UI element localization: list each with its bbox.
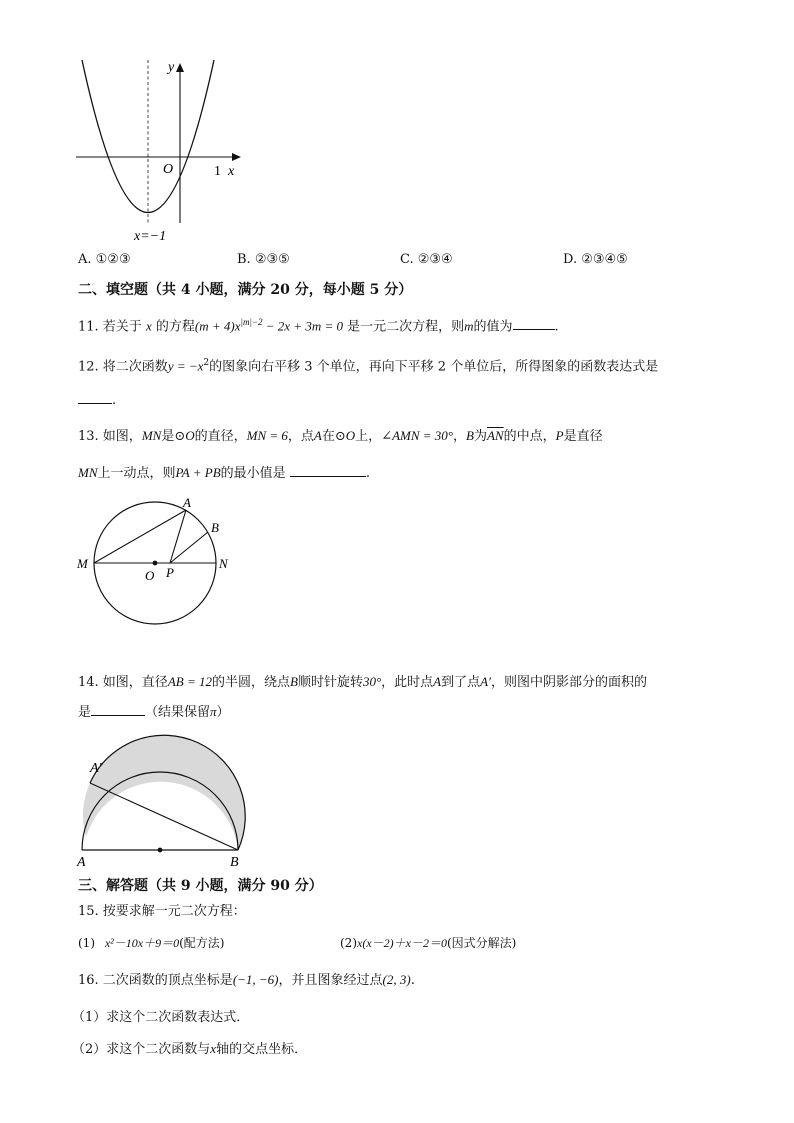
q13-var: MN = 6 bbox=[246, 428, 288, 443]
q14-var: A′ bbox=[480, 674, 491, 689]
q16-var: x bbox=[210, 1041, 217, 1056]
q16-text: 轴的交点坐标． bbox=[216, 1042, 308, 1057]
label-a: A bbox=[77, 855, 86, 868]
origin-label: O bbox=[163, 162, 174, 177]
q14-var: π bbox=[210, 704, 217, 719]
q14-var: 30° bbox=[362, 674, 382, 689]
q13-var: PA + PB bbox=[175, 465, 221, 480]
question-13 bbox=[78, 427, 603, 446]
q13-var: O bbox=[345, 428, 356, 443]
option-d: D. ②③④⑤ bbox=[563, 252, 628, 267]
q11-var: x bbox=[145, 318, 152, 334]
q15-equation: x²－10x＋9＝0 bbox=[104, 936, 180, 950]
q13-var: A bbox=[313, 428, 322, 443]
q16-text: 16. 二次函数的顶点坐标是 bbox=[78, 973, 233, 988]
q11-expression: (m + 4)x bbox=[194, 318, 241, 334]
answer-blank[interactable] bbox=[91, 703, 145, 716]
q13-text: 的中点， bbox=[503, 429, 556, 444]
q13-var: MN bbox=[78, 465, 98, 480]
q16-text: （2）求这个二次函数与 bbox=[72, 1042, 211, 1057]
q13-text: ， bbox=[453, 429, 467, 444]
q13-text: 上， bbox=[355, 429, 382, 444]
label-o: O bbox=[145, 568, 155, 583]
q14-var: B bbox=[289, 674, 298, 689]
q13-var: B bbox=[466, 428, 474, 443]
q13-text: 为 bbox=[473, 429, 487, 444]
q12-text: . bbox=[112, 393, 117, 408]
question-15: 15. 按要求解一元二次方程： bbox=[78, 904, 246, 919]
q12-text: 的图象向右平移 3 个单位，再向下平移 2 个单位后，所得图象的函数表达式是 bbox=[209, 359, 659, 375]
q14-text: ，此时点 bbox=[381, 675, 434, 690]
q13-text: 13. 如图， bbox=[78, 429, 142, 444]
segment-pb bbox=[170, 532, 208, 563]
q14-var: A bbox=[433, 674, 442, 689]
option-c: C. ②③④ bbox=[400, 252, 453, 267]
x-axis-arrow bbox=[232, 153, 241, 161]
y-axis-label: y bbox=[168, 60, 175, 75]
question-13-line2 bbox=[78, 464, 370, 483]
q16-point: (2, 3) bbox=[382, 972, 411, 987]
q13-text: . bbox=[365, 466, 370, 481]
q12-expression: y = −x bbox=[167, 358, 204, 374]
label-b: B bbox=[230, 855, 239, 868]
q15-part-number: (1) bbox=[78, 936, 95, 950]
label-a: A bbox=[183, 495, 191, 510]
q14-text: 顺时针旋转 bbox=[297, 675, 363, 690]
label-a-prime: A′ bbox=[90, 761, 102, 776]
q11-text: 是一元二次方程，则 bbox=[347, 319, 465, 335]
q13-var: MN bbox=[141, 428, 162, 443]
x-axis-label: x bbox=[228, 164, 235, 179]
semicircle-figure bbox=[72, 728, 252, 868]
label-m: M bbox=[77, 556, 88, 571]
q14-text: ） bbox=[216, 705, 230, 720]
q13-text: 的最小值是 bbox=[220, 466, 286, 481]
q14-text: 到了点 bbox=[441, 675, 481, 690]
center-dot bbox=[158, 848, 163, 853]
label-n: N bbox=[219, 556, 228, 571]
answer-blank[interactable] bbox=[513, 317, 555, 330]
question-15-part1 bbox=[78, 934, 224, 952]
q13-text: 是直径 bbox=[563, 429, 603, 444]
q14-var: AB = 12 bbox=[167, 674, 212, 689]
q15-equation: x(x－2)＋x－2＝0 bbox=[357, 936, 447, 950]
question-12 bbox=[78, 354, 658, 376]
q16-text: . bbox=[410, 973, 415, 988]
question-11 bbox=[78, 313, 559, 336]
q16-point: (−1, −6) bbox=[232, 972, 279, 987]
question-16-part2 bbox=[72, 1040, 307, 1059]
q13-var: O bbox=[185, 428, 195, 443]
q13-arc-an: $\overline{AN}$ bbox=[486, 428, 504, 443]
symmetry-axis-caption: x=−1 bbox=[134, 229, 167, 244]
tick-one-label: 1 bbox=[214, 164, 221, 179]
q13-text: ，点 bbox=[287, 429, 314, 444]
q14-text: ，则图中阴影部分的面积的 bbox=[490, 675, 647, 690]
q15-part-number: (2) bbox=[340, 936, 357, 950]
q14-text: （结果保留 bbox=[145, 705, 211, 720]
question-14 bbox=[78, 673, 647, 692]
q16-text: ，并且图象经过点 bbox=[278, 973, 383, 988]
q13-text: 上一动点，则 bbox=[97, 466, 176, 481]
q13-var: P bbox=[555, 428, 564, 443]
question-12-line2 bbox=[78, 391, 116, 410]
q15-method: (因式分解法) bbox=[446, 936, 517, 950]
q11-text: 的值为 bbox=[473, 319, 513, 335]
section-3-heading: 三、解答题（共 9 小题，满分 90 分） bbox=[78, 878, 323, 894]
q11-text: . bbox=[554, 319, 559, 335]
center-dot bbox=[153, 561, 158, 566]
answer-blank[interactable] bbox=[290, 464, 366, 477]
q11-text: 的方程 bbox=[151, 319, 195, 335]
q12-exponent: 2 bbox=[203, 358, 210, 368]
q14-text: 14. 如图，直径 bbox=[78, 675, 168, 690]
q14-text: 的半圆，绕点 bbox=[211, 675, 290, 690]
label-b: B bbox=[211, 520, 219, 535]
q13-text: 是⊙ bbox=[161, 429, 186, 444]
question-16 bbox=[78, 971, 415, 990]
question-15-part2 bbox=[340, 934, 516, 952]
q12-text: 12. 将二次函数 bbox=[78, 359, 168, 375]
q13-text: 在⊙ bbox=[321, 429, 346, 444]
parabola-figure bbox=[70, 55, 250, 250]
question-16-part1: （1）求这个二次函数表达式． bbox=[72, 1010, 250, 1025]
q11-exponent: |m|−2 bbox=[240, 317, 263, 327]
label-p: P bbox=[166, 565, 174, 580]
q11-text: 11. 若关于 bbox=[78, 319, 146, 335]
q11-var: m bbox=[464, 318, 474, 334]
q15-method: (配方法) bbox=[179, 936, 225, 950]
section-2-heading: 二、填空题（共 4 小题，满分 20 分，每小题 5 分） bbox=[78, 282, 413, 298]
option-b: B. ②③⑤ bbox=[237, 252, 290, 267]
q13-text: 的直径， bbox=[194, 429, 247, 444]
q14-text: 是 bbox=[78, 705, 92, 720]
option-a: A. ①②③ bbox=[78, 252, 131, 267]
q13-var: ∠AMN = 30° bbox=[381, 428, 453, 443]
answer-blank[interactable] bbox=[78, 391, 112, 404]
question-14-line2 bbox=[78, 703, 230, 722]
circle-figure bbox=[72, 492, 242, 642]
q11-expression: − 2x + 3m = 0 bbox=[262, 318, 343, 334]
y-axis-arrow bbox=[176, 63, 184, 72]
